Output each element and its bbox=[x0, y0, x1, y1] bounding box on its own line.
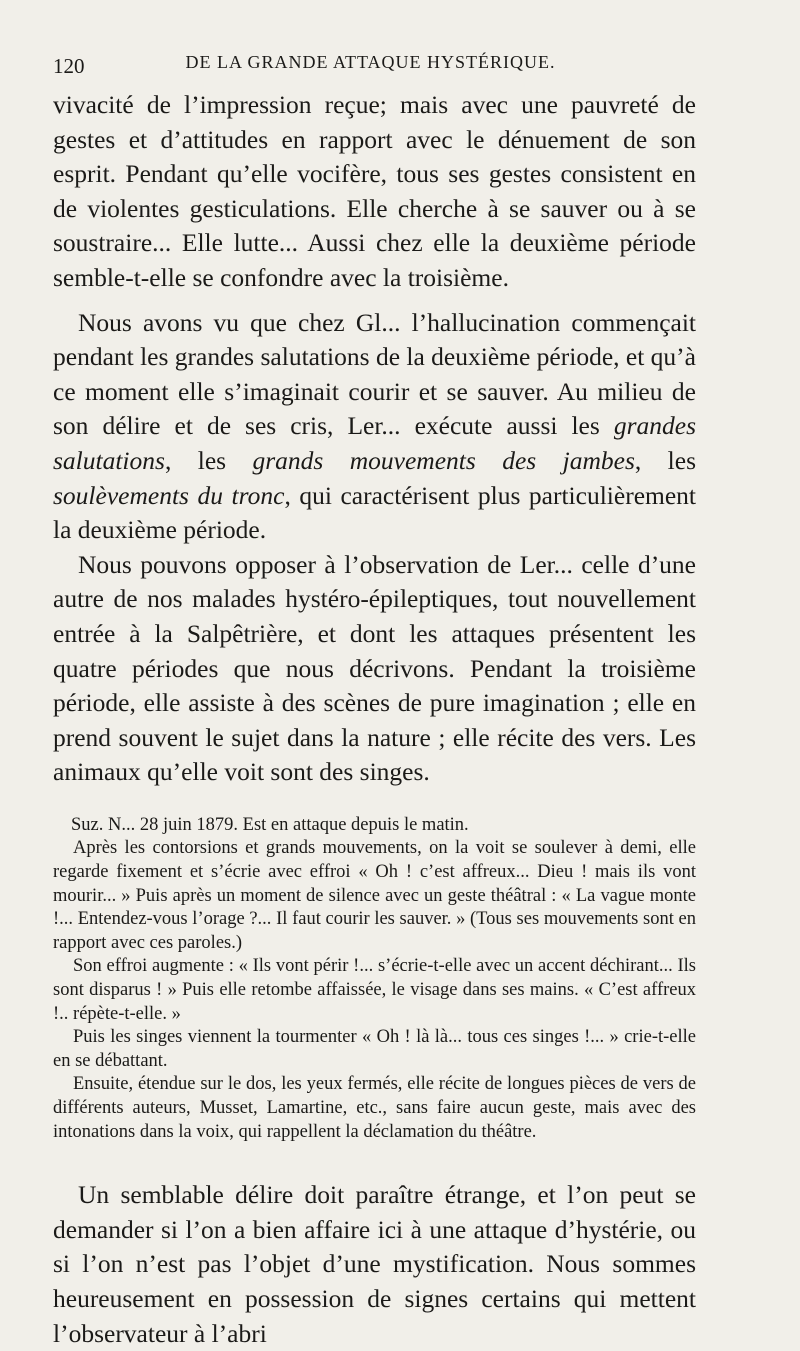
case-paragraph: Après les contorsions et grands mouvements, on la voit se soulever à demi, elle regarde fixement et s’écrie avec effroi « Oh ! c’est affreux... Dieu ! mais ils vont mourir... » Puis après un moment de silence avec un geste théâtral : « La vague monte !... Entendez-vous l’orage ?... Il faut courir les sauver. » (Tous ses mouvements sont en rapport avec ces paroles.) bbox=[53, 838, 696, 953]
case-paragraph: Puis les singes viennent la tourmenter « Oh ! là là... tous ces singes !... » crie-t-elle en se débattant. bbox=[53, 1027, 696, 1071]
paragraph-gl-ler bbox=[53, 306, 696, 548]
paragraph-gap bbox=[53, 296, 696, 306]
italic-term: soulèvements du tronc bbox=[53, 480, 285, 510]
case-paragraph: Son effroi augmente : « Ils vont périr !... s’écrie-t-elle avec un accent déchirant... Ils sont disparus ! » Puis elle retombe affaissée, le visage dans ses mains. « C’est affreux !.. répète-t-elle. » bbox=[53, 956, 696, 1024]
paragraph-continuation: vivacité de l’impression reçue; mais avec une pauvreté de gestes et d’attitudes en rapport avec le dénuement de son esprit. Pendant qu’elle vocifère, tous ses gestes consistent en de violentes gesticulations. Elle cherche à se sauver ou à se soustraire... Elle lutte... Aussi chez elle la deuxième période semble-t-elle se confondre avec la troisième. bbox=[53, 90, 696, 292]
page-number: 120 bbox=[53, 54, 85, 78]
italic-term: grandes salutations bbox=[53, 411, 696, 475]
text-run: Nous avons vu que chez Gl... l’hallucination commençait pendant les grandes salutations de la deuxième période, et qu’à ce moment elle s’imaginait courir et se sauver. Au milieu de son délire et de ses cris, Ler... exécute aussi les bbox=[53, 307, 696, 441]
page-body bbox=[53, 88, 696, 1351]
running-title: DE LA GRANDE ATTAQUE HYSTÉRIQUE. bbox=[185, 52, 556, 72]
page-header bbox=[53, 52, 688, 82]
text-run: , qui caractérisent plus particulièrement la deuxième période. bbox=[53, 480, 696, 545]
case-observation bbox=[53, 814, 696, 1144]
case-paragraph: Ensuite, étendue sur le dos, les yeux fermés, elle récite de longues pièces de vers de différents auteurs, Musset, Lamartine, etc., sans faire aucun geste, mais avec des intonations dans la voix, qui rappellent la déclamation du théâtre. bbox=[53, 1074, 696, 1142]
case-heading: Suz. N... 28 juin 1879. Est en attaque depuis le matin. bbox=[71, 814, 469, 835]
text-run: , les bbox=[634, 445, 696, 475]
paragraph-suz: Nous pouvons opposer à l’observation de Ler... celle d’une autre de nos malades hystéro-épileptiques, tout nouvellement entrée à la Salpêtrière, et dont les attaques présentent les quatre périodes que nous décrivons. Pendant la troisième période, elle assiste à des scènes de pure imagination ; elle en prend souvent le sujet dans la nature ; elle récite des vers. Les animaux qu’elle voit sont des singes. bbox=[53, 549, 696, 787]
italic-term: grands mouvements des jambes bbox=[252, 445, 635, 475]
paragraph-conclusion: Un semblable délire doit paraître étrange, et l’on peut se demander si l’on a bien affaire ici à une attaque d’hystérie, ou si l’on n’est pas l’objet d’une mystification. Nous sommes heureusement en possession de signes certains qui mettent l’observateur à l’abri bbox=[53, 1180, 696, 1348]
text-run: , les bbox=[164, 445, 253, 475]
